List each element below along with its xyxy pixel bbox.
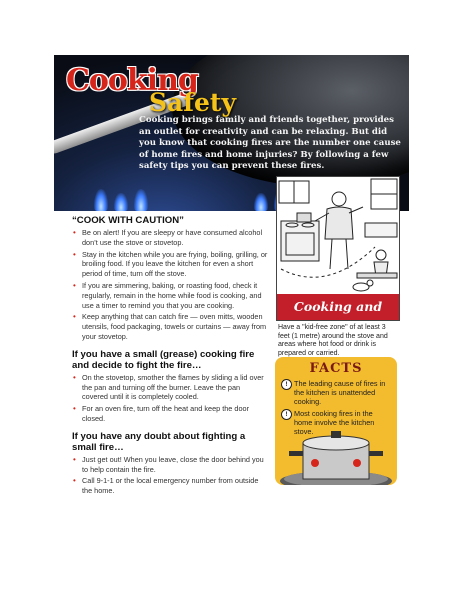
list-item: • Stay in the kitchen while you are frying, boiling, grilling, or broiling food. If you leave the kitchen for even a short period of time, turn off the stove. (73, 249, 268, 279)
fact-item: ! The leading cause of fires in the kitchen is unattended cooking. (281, 379, 391, 406)
exclamation-icon: ! (281, 409, 292, 420)
kitchen-scene-drawing (277, 177, 399, 294)
list-item: • Call 9-1-1 or the local emergency number from outside the home. (73, 476, 259, 496)
facts-box (275, 357, 397, 485)
bullet-icon: • (73, 404, 76, 414)
list-item: • Keep anything that can catch fire — oven mitts, wooden utensils, food packaging, towels or curtains — away from your stovetop. (73, 312, 267, 341)
section-heading-cook-with-caution: “COOK WITH CAUTION” (72, 215, 184, 226)
exclamation-icon: ! (281, 379, 292, 390)
title-safety: Safety (149, 88, 236, 117)
intro-paragraph: Cooking brings family and friends together, provides an outlet for creativity and can be relaxing. But did you know that cooking fires are the number one cause of home fires and home injuries? By following a few safety tips you can prevent these fires. (139, 115, 401, 172)
section-heading-doubt: If you have any doubt about fighting a small fire… (72, 430, 246, 453)
doubt-list (72, 455, 268, 496)
cook-with-caution-list (72, 228, 268, 342)
list-item: • On the stovetop, smother the flames by sliding a lid over the pan and turning off the burner. Leave the pan covered until it is completely cooled. (73, 372, 264, 402)
list-item: • Just get out! When you leave, close the door behind you to help contain the fire. (73, 454, 264, 474)
bullet-icon: • (73, 476, 76, 486)
tips-column (72, 215, 268, 498)
bullet-icon: • (73, 228, 76, 237)
kitchen-illustration (276, 176, 400, 321)
fact-item: ! Most cooking fires in the home involve the kitchen stove. (281, 409, 391, 436)
bullet-icon: • (73, 312, 76, 322)
list-item: • For an oven fire, turn off the heat and keep the door closed. (73, 404, 249, 423)
kid-free-zone-note: Have a "kid-free zone" of at least 3 feet (1 metre) around the stove and areas where hot food or drink is prepared or carried. (278, 324, 388, 357)
stovetop-pot-drawing (275, 429, 397, 485)
cooking-and-kids-caption: Cooking and (277, 294, 399, 320)
bullet-icon: • (73, 249, 76, 259)
facts-title: FACTS (309, 361, 363, 376)
section-heading-small-fire: If you have a small (grease) cooking fire and decide to fight the fire… (72, 348, 255, 371)
list-item: • Be on alert! If you are sleepy or have consumed alcohol don’t use the stove or stovetop. (73, 228, 263, 247)
small-fire-list (72, 373, 268, 424)
title-cooking: Cooking (66, 63, 198, 98)
bullet-icon: • (73, 372, 76, 382)
list-item: • If you are simmering, baking, or roasting food, check it regularly, remain in the home while food is cooking, and use a timer to remind you that you are cooking. (73, 280, 262, 310)
bullet-icon: • (73, 454, 76, 464)
bullet-icon: • (73, 280, 76, 290)
